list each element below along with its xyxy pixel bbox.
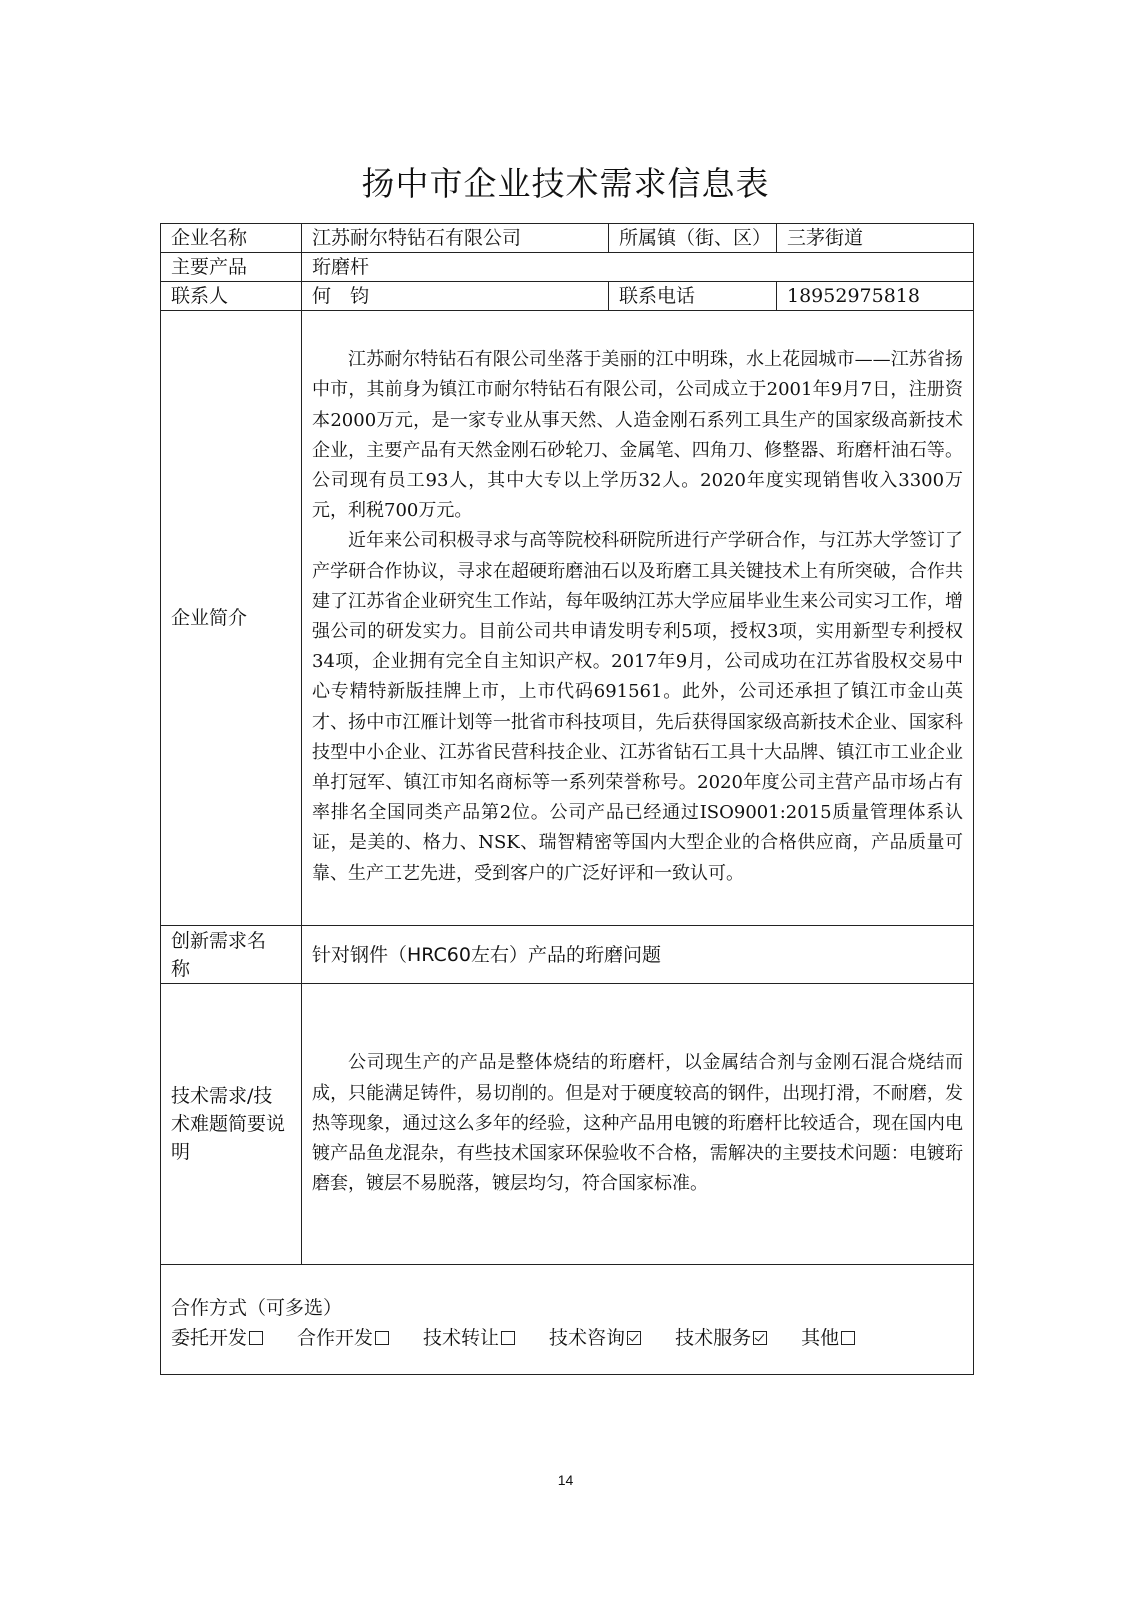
- checkbox-icon[interactable]: [627, 1331, 641, 1345]
- checkbox-icon[interactable]: [753, 1331, 767, 1345]
- tech-label: 技术需求/技术难题简要说明: [161, 984, 302, 1265]
- option-tech-service[interactable]: 技术服务: [675, 1324, 767, 1352]
- phone-value: 18952975818: [777, 282, 974, 311]
- demand-name-value: 针对钢件（HRC60左右）产品的珩磨问题: [302, 926, 974, 984]
- contact-value: 何 钧: [302, 282, 609, 311]
- page-title: 扬中市企业技术需求信息表: [361, 164, 770, 203]
- contact-label: 联系人: [161, 282, 302, 311]
- product-label: 主要产品: [161, 253, 302, 282]
- company-name-label: 企业名称: [161, 224, 302, 253]
- option-joint-dev[interactable]: 合作开发: [297, 1324, 389, 1352]
- demand-name-label: 创新需求名称: [161, 926, 302, 984]
- checkbox-icon[interactable]: [375, 1331, 389, 1345]
- option-tech-transfer[interactable]: 技术转让: [423, 1324, 515, 1352]
- intro-paragraph-2: 近年来公司积极寻求与高等院校科研院所进行产学研合作，与江苏大学签订了产学研合作协议，寻求在超硬珩磨油石以及珩磨工具关键技术上有所突破，合作共建了江苏省企业研究生工作站，每年吸纳江苏大学应届毕业生来公司实习工作，增强公司的研发实力。目前公司共申请发明专利5项，授权3项，实用新型专利授权34项，企业拥有完全自主知识产权。2017年9月，公司成功在江苏省股权交易中心专精特新版挂牌上市，上市代码691561。此外，公司还承担了镇江市金山英才、扬中市江雁计划等一批省市科技项目，先后获得国家级高新技术企业、国家科技型中小企业、江苏省民营科技企业、江苏省钻石工具十大品牌、镇江市工业企业单打冠军、镇江市知名商标等一系列荣誉称号。2020年度公司主营产品市场占有率排名全国同类产品第2位。公司产品已经通过ISO9001:2015质量管理体系认证，是美的、格力、NSK、瑞智精密等国内大型企业的合格供应商，产品质量可靠、生产工艺先进，受到客户的广泛好评和一致认可。: [312, 530, 963, 884]
- intro-cell: [302, 311, 974, 926]
- option-entrusted-dev[interactable]: 委托开发: [171, 1324, 263, 1352]
- cooperation-label: 合作方式（可多选）: [171, 1296, 343, 1319]
- intro-label: 企业简介: [161, 311, 302, 926]
- checkbox-icon[interactable]: [841, 1331, 855, 1345]
- town-value: 三茅街道: [777, 224, 974, 253]
- checkbox-icon[interactable]: [501, 1331, 515, 1345]
- checkbox-icon[interactable]: [249, 1331, 263, 1345]
- option-tech-consulting[interactable]: 技术咨询: [549, 1324, 641, 1352]
- product-value: 珩磨杆: [302, 253, 974, 282]
- company-name-value: 江苏耐尔特钻石有限公司: [302, 224, 609, 253]
- tech-cell: [302, 984, 974, 1265]
- tech-description: 公司现生产的产品是整体烧结的珩磨杆，以金属结合剂与金刚石混合烧结而成，只能满足铸件，易切削的。但是对于硬度较高的钢件，出现打滑，不耐磨，发热等现象，通过这么多年的经验，这种产品用电镀的珩磨杆比较适合，现在国内电镀产品鱼龙混杂，有些技术国家环保验收不合格，需解决的主要技术问题：电镀珩磨套，镀层不易脱落，镀层均匀，符合国家标准。: [312, 1052, 963, 1195]
- cooperation-options: [171, 1324, 963, 1352]
- info-table: [160, 223, 974, 1375]
- option-other[interactable]: 其他: [801, 1324, 855, 1352]
- cooperation-cell: [161, 1265, 974, 1375]
- phone-label: 联系电话: [609, 282, 777, 311]
- intro-paragraph-1: 江苏耐尔特钻石有限公司坐落于美丽的江中明珠，水上花园城市——江苏省扬中市，其前身为镇江市耐尔特钻石有限公司，公司成立于2001年9月7日，注册资本2000万元，是一家专业从事天然、人造金刚石系列工具生产的国家级高新技术企业，主要产品有天然金刚石砂轮刀、金属笔、四角刀、修整器、珩磨杆油石等。公司现有员工93人，其中大专以上学历32人。2020年度实现销售收入3300万元，利税700万元。: [312, 349, 963, 522]
- page-number: 14: [557, 1472, 574, 1488]
- town-label: 所属镇（街、区）: [609, 224, 777, 253]
